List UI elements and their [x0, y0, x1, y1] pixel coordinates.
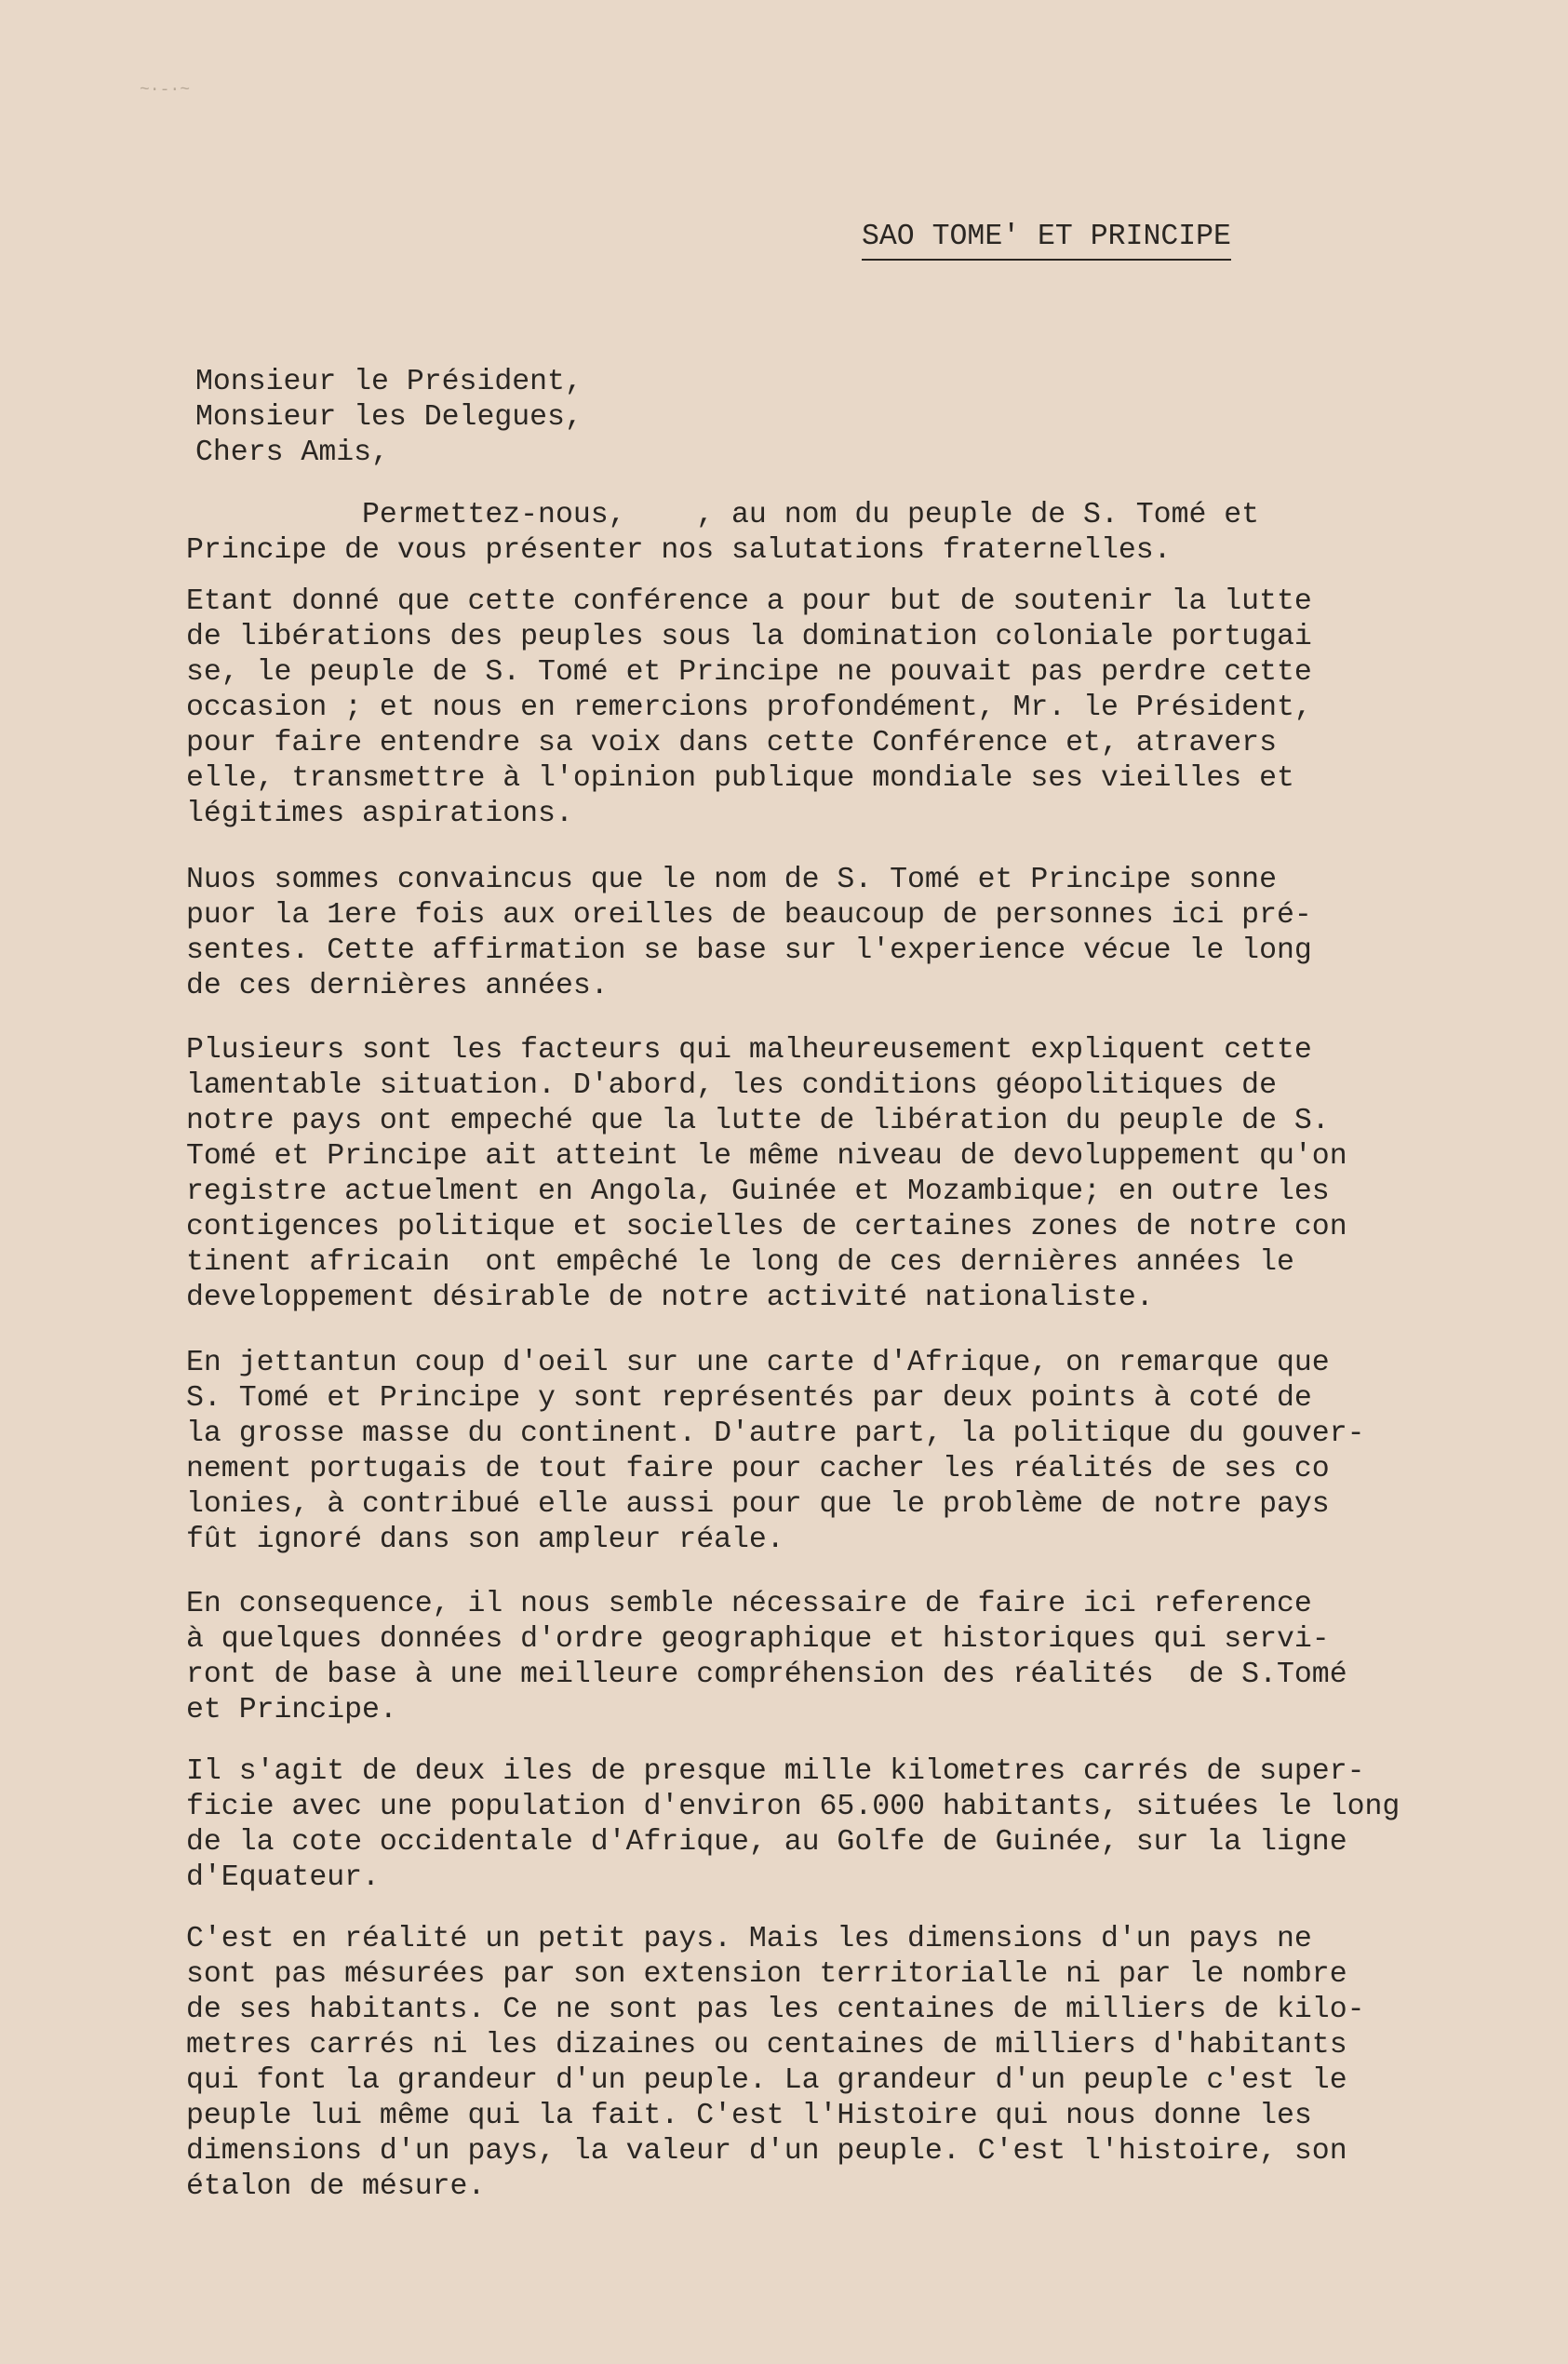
paragraph-line: sont pas mésurées par son extension territorialle ni par le nombre: [186, 1958, 1347, 1991]
paragraph-line: Nuos sommes convaincus que le nom de S. Tomé et Principe sonne: [186, 864, 1277, 896]
body-paragraph: [186, 1033, 1489, 1316]
paragraph-line: de la cote occidentale d'Afrique, au Golfe de Guinée, sur la ligne: [186, 1826, 1347, 1859]
paragraph-line: dimensions d'un pays, la valeur d'un peuple. C'est l'histoire, son: [186, 2135, 1347, 2168]
paragraph-line: tinent africain ont empêché le long de ces dernières années le: [186, 1246, 1294, 1279]
paragraph-line: metres carrés ni les dizaines ou centaines de milliers d'habitants: [186, 2029, 1347, 2062]
paragraph-line: à quelques données d'ordre geographique et historiques qui servi-: [186, 1623, 1330, 1656]
body-paragraph: [186, 1754, 1489, 1896]
salutation-line: Chers Amis,: [195, 437, 389, 469]
paragraph-line: notre pays ont empeché que la lutte de libération du peuple de S.: [186, 1105, 1330, 1137]
paragraph-line: lamentable situation. D'abord, les conditions géopolitiques de: [186, 1069, 1277, 1102]
paragraph-line: se, le peuple de S. Tomé et Principe ne pouvait pas perdre cette: [186, 656, 1312, 689]
body-paragraph: [186, 1922, 1489, 2205]
paragraph-line: de libérations des peuples sous la domination coloniale portugai: [186, 621, 1312, 653]
paragraph-line: la grosse masse du continent. D'autre part, la politique du gouver-: [186, 1417, 1365, 1450]
body-paragraph: [186, 1587, 1489, 1728]
paragraph-line: légitimes aspirations.: [186, 798, 573, 830]
paragraph-line: de ses habitants. Ce ne sont pas les centaines de milliers de kilo-: [186, 1994, 1365, 2026]
paragraph-line: lonies, à contribué elle aussi pour que le problème de notre pays: [186, 1488, 1330, 1521]
paragraph-line: developpement désirable de notre activité nationaliste.: [186, 1282, 1154, 1314]
body-paragraph: [186, 863, 1489, 1004]
document-heading: SAO TOME' ET PRINCIPE: [862, 220, 1231, 261]
body-paragraph: [186, 584, 1489, 832]
salutation-line: Monsieur le Président,: [195, 366, 583, 398]
pencil-mark-icon: ~·-·~: [140, 81, 191, 100]
paragraph-line: Tomé et Principe ait atteint le même niveau de devoluppement qu'on: [186, 1140, 1347, 1173]
paragraph-line: ficie avec une population d'environ 65.000 habitants, situées le long: [186, 1791, 1400, 1823]
paragraph-line: pour faire entendre sa voix dans cette Conférence et, atravers: [186, 727, 1277, 759]
paragraph-line: elle, transmettre à l'opinion publique mondiale ses vieilles et: [186, 762, 1294, 795]
paragraph-line: Etant donné que cette conférence a pour but de soutenir la lutte: [186, 585, 1312, 618]
paragraph-line: nement portugais de tout faire pour cacher les réalités de ses co: [186, 1453, 1330, 1485]
paragraph-line: C'est en réalité un petit pays. Mais les dimensions d'un pays ne: [186, 1923, 1312, 1955]
paragraph-line: ront de base à une meilleure compréhension des réalités de S.Tomé: [186, 1659, 1347, 1691]
paragraph-line: contigences politique et socielles de certaines zones de notre con: [186, 1211, 1347, 1243]
paragraph-line: peuple lui même qui la fait. C'est l'Histoire qui nous donne les: [186, 2100, 1312, 2132]
paragraph-line: qui font la grandeur d'un peuple. La grandeur d'un peuple c'est le: [186, 2064, 1347, 2097]
paragraph-line: puor la 1ere fois aux oreilles de beaucoup de personnes ici pré-: [186, 899, 1312, 932]
paragraph-line: étalon de mésure.: [186, 2170, 486, 2203]
paragraph-line: Plusieurs sont les facteurs qui malheureusement expliquent cette: [186, 1034, 1312, 1067]
paragraph-line: sentes. Cette affirmation se base sur l'experience vécue le long: [186, 934, 1312, 967]
paragraph-line: Permettez-nous, , au nom du peuple de S. Tomé et: [186, 499, 1260, 531]
salutation-line: Monsieur les Delegues,: [195, 401, 583, 434]
paragraph-line: S. Tomé et Principe y sont représentés par deux points à coté de: [186, 1382, 1312, 1415]
paragraph-line: d'Equateur.: [186, 1861, 380, 1894]
paragraph-line: Principe de vous présenter nos salutations fraternelles.: [186, 534, 1172, 567]
paragraph-line: et Principe.: [186, 1694, 397, 1726]
body-paragraph: [186, 498, 1489, 569]
body-paragraph: [186, 1346, 1489, 1558]
paragraph-line: de ces dernières années.: [186, 970, 609, 1002]
paragraph-line: occasion ; et nous en remercions profondément, Mr. le Président,: [186, 692, 1312, 724]
salutation-block: [195, 365, 583, 471]
paragraph-line: En consequence, il nous semble nécessaire de faire ici reference: [186, 1588, 1312, 1620]
paragraph-line: Il s'agit de deux iles de presque mille kilometres carrés de super-: [186, 1755, 1365, 1788]
paragraph-line: registre actuelment en Angola, Guinée et Mozambique; en outre les: [186, 1175, 1330, 1208]
paragraph-line: fût ignoré dans son ampleur réale.: [186, 1524, 784, 1556]
paragraph-line: En jettantun coup d'oeil sur une carte d'Afrique, on remarque que: [186, 1347, 1330, 1379]
